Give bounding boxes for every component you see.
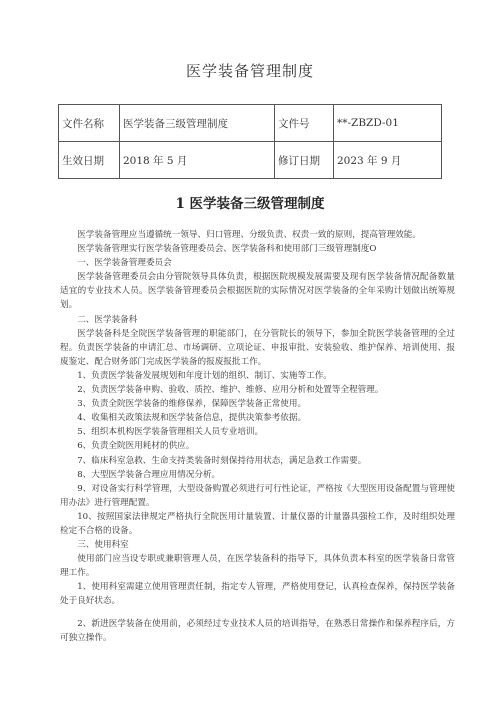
list-item: 2、新进医学装备在使用前，必须经过专业技术人员的培训指导，在熟悉日常操作和保养程序后，方可独立操作。 [60, 618, 455, 643]
effective-date-label: 生效日期 [59, 142, 120, 179]
file-no-label: 文件号 [275, 105, 334, 142]
list-item: 1、使用科室需建立使用管理责任制，指定专人管理，严格使用登记，认真检查保养，保持医学装备处于良好状态。 [60, 582, 455, 607]
document-meta-table [58, 104, 442, 179]
list-item: 7、临床科室急救、生命支持类装备时刻保持待用状态，满足急救工作需要。 [77, 455, 367, 466]
effective-date-value: 2018 年 5 月 [120, 142, 275, 179]
paragraph: 医学装备科是全院医学装备管理的职能部门，在分管院长的领导下，参加全院医学装备管理的全过程。负责医学装备的申请汇总、市场调研、立项论证、申报审批、安装验收、维护保养、培训使用、报废鉴定、配合财务部门完成医学装备的报废报批工作。 [60, 328, 455, 367]
section-title: 1 医学装备三级管理制度 [175, 196, 325, 212]
file-name-value: 医学装备三级管理制度 [120, 105, 275, 142]
paragraph: 医学装备管理实行医学装备管理委员会、医学装备科和使用部门三级管理制度O [77, 244, 377, 255]
subsection-heading: 三、使用科室 [77, 540, 129, 551]
subsection-heading: 一、医学装备管理委员会 [77, 258, 172, 269]
document-title: 医学装备管理制度 [185, 62, 314, 80]
paragraph: 医学装备管理应当遵循统一领导、归口管理、分级负责、权责一致的原则，提高管理效能。 [77, 230, 421, 240]
list-item: 8、大型医学装备合理应用情况分析。 [77, 469, 221, 480]
paragraph: 医学装备管理委员会由分管院领导具体负责，根据医院规模发展需要及现有医学装备情况配备数量适宜的专业技术人员。医学装备管理委员会根据医院的实际情况对医学装备的全年采购计划做出统筹规划。 [60, 272, 455, 311]
list-item: 5、组织本机构医学装备管理相关人员专业培训。 [77, 427, 264, 438]
list-item: 4、收集相关政策法规和医学装备信息，提供决策参考依据。 [77, 413, 307, 424]
list-item: 6、负责全院医用耗材的供应。 [77, 441, 195, 452]
paragraph: 使用部门应当设专职或兼职管理人员，在医学装备科的指导下，具体负责本科室的医学装备日常管理工作。 [60, 554, 455, 579]
document-body [60, 228, 455, 645]
subsection-heading: 二、医学装备科 [77, 314, 138, 325]
list-item: 10、按照国家法律规定严格执行全院医用计量装置、计量仪器的计量器具强检工作，及时组织处理检定不合格的设备。 [60, 511, 455, 536]
list-item: 9、对设备实行科学管理，大型设备购置必须进行可行性论证，严格按《大型医用设备配置与管理使用办法》进行管理配置。 [60, 483, 455, 508]
revised-date-label: 修订日期 [275, 142, 334, 179]
meta-row-file [59, 105, 442, 142]
list-item: 1、负责医学装备发展规划和年度计划的组织、制订、实施等工作。 [77, 370, 332, 381]
list-item: 3、负责全院医学装备的维修保养，保障医学装备正常使用。 [77, 399, 307, 410]
list-item: 2、负责医学装备申购、验收、质控、维护、维修、应用分析和处置等全程管理。 [77, 385, 384, 396]
file-name-label: 文件名称 [59, 105, 120, 142]
revised-date-value: 2023 年 9 月 [334, 142, 442, 179]
meta-row-dates [59, 142, 442, 179]
file-no-value: **-ZBZD-01 [334, 105, 442, 142]
